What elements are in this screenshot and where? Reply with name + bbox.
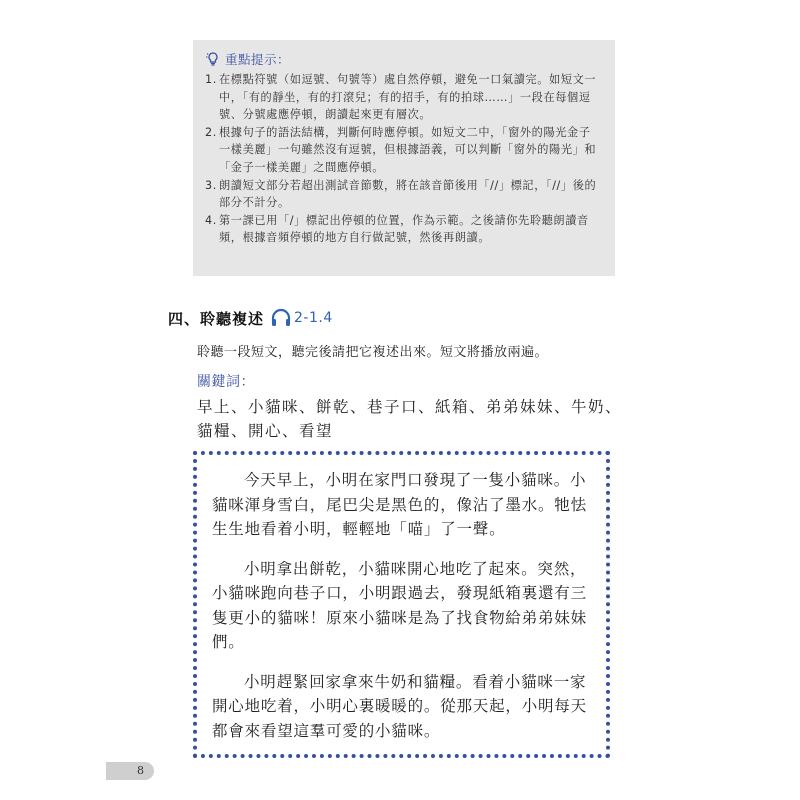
section-title: 四、聆聽複述: [168, 309, 265, 328]
tip-text: 朗讀短文部分若超出測試音節數，將在該音節後用「//」標記，「//」後的部分不計分。: [219, 178, 597, 210]
tip-number: 4.: [205, 213, 217, 227]
story-paragraph: 小明拿出餅乾，小貓咪開心地吃了起來。突然，小貓咪跑向巷子口，小明跟過去，發現紙箱裏還有三隻更小的貓咪！原來小貓咪是為了找食物給弟弟妹妹們。: [212, 559, 587, 651]
tips-box: [193, 40, 615, 276]
tips-list: [205, 71, 601, 247]
keywords-list: 早上、小貓咪、餅乾、巷子口、紙箱、弟弟妹妹、牛奶、貓糧、開心、看望: [197, 398, 623, 440]
audio-track-label[interactable]: 2-1.4: [294, 310, 333, 326]
tip-text: 根據句子的語法結構，判斷何時應停頓。如短文二中，「窗外的陽光金子一樣美麗」一句雖然沒有逗號，但根據語義，可以判斷「窗外的陽光」和「金子一樣美麗」之間應停頓。: [219, 125, 597, 174]
tip-item: [205, 177, 601, 212]
tip-item: [205, 212, 601, 247]
page-number: 8: [106, 762, 154, 780]
instruction-text: 聆聽一段短文，聽完後請把它複述出來。短文將播放兩遍。: [197, 345, 549, 360]
lightbulb-icon: [205, 51, 221, 67]
tip-item: [205, 71, 601, 124]
keywords-label: 關鍵詞：: [197, 374, 255, 390]
tips-header: [205, 50, 601, 68]
tips-title: 重點提示：: [225, 52, 291, 67]
tip-number: 2.: [205, 125, 217, 139]
tip-text: 第一課已用「/」標記出停頓的位置，作為示範。之後請你先聆聽朗讀音頻，根據音頻停頓的地方自行做記號，然後再朗讀。: [219, 213, 589, 245]
tip-text: 在標點符號（如逗號、句號等）處自然停頓，避免一口氣讀完。如短文一中，「有的靜坐，有的打滾兒；有的招手，有的拍球……」一段在每個逗號、分號處應停頓，朗讀起來更有層次。: [219, 73, 597, 122]
headphones-icon[interactable]: [270, 307, 292, 329]
tip-number: 1.: [205, 73, 217, 86]
tip-item: [205, 124, 601, 177]
story-box: [193, 451, 610, 758]
section-heading: [168, 305, 333, 331]
story-paragraph: 今天早上，小明在家門口發現了一隻小貓咪。小貓咪渾身雪白，尾巴尖是黑色的，像沾了墨水。牠怯生生地看着小明，輕輕地「喵」了一聲。: [212, 471, 587, 538]
tip-number: 3.: [205, 178, 217, 192]
story-paragraph: 小明趕緊回家拿來牛奶和貓糧。看着小貓咪一家開心地吃着，小明心裏暖暖的。從那天起，小明每天都會來看望這羣可愛的小貓咪。: [212, 672, 587, 740]
